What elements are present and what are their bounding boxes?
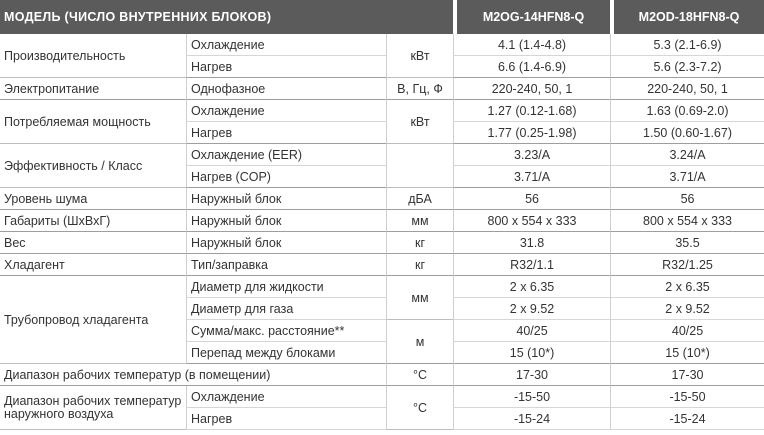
value-model-2: 3.24/A: [610, 144, 764, 166]
value-model-2: 3.71/A: [610, 166, 764, 188]
row-label-capacity: Производительность: [0, 34, 186, 78]
sub-label: Наружный блок: [186, 232, 386, 254]
row-label-weight: Вес: [0, 232, 186, 254]
value-model-1: 2 x 6.35: [453, 276, 610, 298]
sub-label-heating: Нагрев: [186, 56, 386, 78]
sub-label-heating: Нагрев: [186, 408, 386, 430]
row-label-noise: Уровень шума: [0, 188, 186, 210]
value-model-2: 15 (10*): [610, 342, 764, 364]
value-model-1: 15 (10*): [453, 342, 610, 364]
value-model-2: 5.3 (2.1-6.9): [610, 34, 764, 56]
value-model-2: -15-24: [610, 408, 764, 430]
value-model-1: 3.71/A: [453, 166, 610, 188]
table-row: [0, 276, 764, 298]
row-label-piping: Трубопровод хладагента: [0, 276, 186, 364]
value-model-1: 6.6 (1.4-6.9): [453, 56, 610, 78]
unit-cell: [386, 144, 453, 188]
value-model-2: 5.6 (2.3-7.2): [610, 56, 764, 78]
sub-label-cooling: Охлаждение: [186, 100, 386, 122]
table-row: [0, 210, 764, 232]
unit-cell: °С: [386, 386, 453, 430]
value-model-2: -15-50: [610, 386, 764, 408]
sub-label-cooling: Охлаждение: [186, 34, 386, 56]
sub-label: Тип/заправка: [186, 254, 386, 276]
unit-cell: дБА: [386, 188, 453, 210]
value-model-1: 31.8: [453, 232, 610, 254]
sub-label-distance: Сумма/макс. расстояние**: [186, 320, 386, 342]
table-row: [0, 364, 764, 386]
table-row: [0, 386, 764, 408]
row-label-indoor-temp: Диапазон рабочих температур (в помещении): [0, 364, 386, 386]
sub-label-cop: Нагрев (COP): [186, 166, 386, 188]
value-model-2: 1.50 (0.60-1.67): [610, 122, 764, 144]
unit-cell: кг: [386, 232, 453, 254]
sub-label: Наружный блок: [186, 210, 386, 232]
value-model-2: 800 x 554 x 333: [610, 210, 764, 232]
unit-cell: кВт: [386, 100, 453, 144]
value-model-1: 40/25: [453, 320, 610, 342]
row-label-dimensions: Габариты (ШxВxГ): [0, 210, 186, 232]
value-model-1: -15-50: [453, 386, 610, 408]
row-label-efficiency: Эффективность / Класс: [0, 144, 186, 188]
value-model-1: 2 x 9.52: [453, 298, 610, 320]
value-model-2: R32/1.25: [610, 254, 764, 276]
value-model-1: R32/1.1: [453, 254, 610, 276]
row-label-outdoor-temp: Диапазон рабочих температур наружного воздуха: [0, 386, 186, 430]
sub-label-liquid: Диаметр для жидкости: [186, 276, 386, 298]
sub-label: Однофазное: [186, 78, 386, 100]
value-model-1: 1.77 (0.25-1.98): [453, 122, 610, 144]
unit-cell: мм: [386, 276, 453, 320]
model-1-header: M2OG-14HFN8-Q: [453, 0, 610, 34]
unit-cell: мм: [386, 210, 453, 232]
value-model-1: 17-30: [453, 364, 610, 386]
table-row: [0, 34, 764, 56]
row-label-power-supply: Электропитание: [0, 78, 186, 100]
row-label-refrigerant: Хладагент: [0, 254, 186, 276]
unit-cell: м: [386, 320, 453, 364]
value-model-1: -15-24: [453, 408, 610, 430]
value-model-1: 56: [453, 188, 610, 210]
value-model-1: 1.27 (0.12-1.68): [453, 100, 610, 122]
table-row: [0, 78, 764, 100]
table-row: [0, 100, 764, 122]
value-model-2: 2 x 6.35: [610, 276, 764, 298]
value-model-2: 2 x 9.52: [610, 298, 764, 320]
value-model-2: 35.5: [610, 232, 764, 254]
unit-cell: кг: [386, 254, 453, 276]
unit-cell: °С: [386, 364, 453, 386]
sub-label: Наружный блок: [186, 188, 386, 210]
table-header-row: [0, 0, 764, 34]
sub-label-gas: Диаметр для газа: [186, 298, 386, 320]
value-model-2: 17-30: [610, 364, 764, 386]
value-model-2: 1.63 (0.69-2.0): [610, 100, 764, 122]
value-model-1: 4.1 (1.4-4.8): [453, 34, 610, 56]
sub-label-height: Перепад между блоками: [186, 342, 386, 364]
table-row: [0, 144, 764, 166]
sub-label-cooling: Охлаждение: [186, 386, 386, 408]
value-model-1: 3.23/A: [453, 144, 610, 166]
value-model-1: 800 x 554 x 333: [453, 210, 610, 232]
unit-cell: В, Гц, Ф: [386, 78, 453, 100]
value-model-2: 40/25: [610, 320, 764, 342]
row-label-power-input: Потребляемая мощность: [0, 100, 186, 144]
unit-cell: кВт: [386, 34, 453, 78]
value-model-2: 220-240, 50, 1: [610, 78, 764, 100]
table-row: [0, 254, 764, 276]
table-row: [0, 188, 764, 210]
sub-label-eer: Охлаждение (EER): [186, 144, 386, 166]
value-model-1: 220-240, 50, 1: [453, 78, 610, 100]
table-row: [0, 232, 764, 254]
value-model-2: 56: [610, 188, 764, 210]
sub-label-heating: Нагрев: [186, 122, 386, 144]
model-2-header: M2OD-18HFN8-Q: [610, 0, 764, 34]
model-header: МОДЕЛЬ (ЧИСЛО ВНУТРЕННИХ БЛОКОВ): [0, 0, 453, 34]
